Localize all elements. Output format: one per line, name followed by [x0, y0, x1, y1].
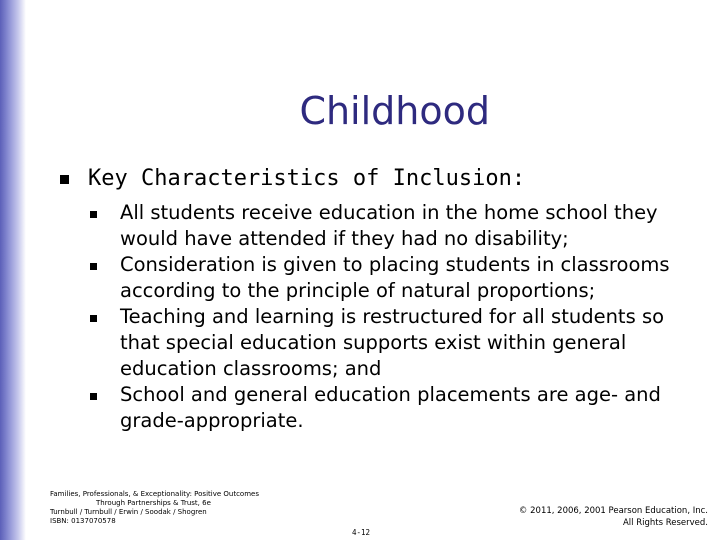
sub-bullet-item	[90, 252, 700, 304]
sub-bullet-text: Teaching and learning is restructured for all students so that special education supports exist within general education classrooms; and	[120, 305, 665, 380]
sub-bullet-item	[90, 200, 700, 252]
slide-title: Childhood	[299, 89, 490, 133]
footer-copyright	[519, 505, 708, 529]
sub-bullet-text: Consideration is given to placing students in classrooms according to the principle of natural proportions;	[120, 253, 670, 302]
footer-book-title-line1: Families, Professionals, & Exceptionality: Positive Outcomes	[50, 490, 259, 498]
footer-copyright-line: © 2011, 2006, 2001 Pearson Education, Inc.	[518, 506, 708, 516]
footer-isbn: ISBN: 0137070578	[50, 517, 116, 525]
sub-bullet-item	[90, 382, 700, 434]
main-bullet-text: Key Characteristics of Inclusion:	[88, 166, 526, 191]
footer-page-number: 4-12	[352, 528, 371, 537]
footer-authors: Turnbull / Turnbull / Erwin / Soodak / Shogren	[50, 508, 207, 516]
square-bullet-icon	[60, 175, 69, 184]
sub-bullet-text: School and general education placements are age- and grade-appropriate.	[120, 383, 661, 432]
square-bullet-icon	[90, 263, 97, 270]
footer-book-info	[50, 490, 259, 526]
sub-bullet-text: All students receive education in the home school they would have attended if they had no disability;	[120, 201, 658, 250]
square-bullet-icon	[90, 393, 97, 400]
sub-bullet-list	[90, 200, 700, 434]
footer-rights-line: All Rights Reserved.	[622, 518, 708, 528]
footer-book-title-line2: Through Partnerships & Trust, 6e	[96, 499, 211, 507]
square-bullet-icon	[90, 315, 97, 322]
square-bullet-icon	[90, 211, 97, 218]
sub-bullet-item	[90, 304, 700, 382]
slide-side-gradient	[0, 0, 26, 540]
